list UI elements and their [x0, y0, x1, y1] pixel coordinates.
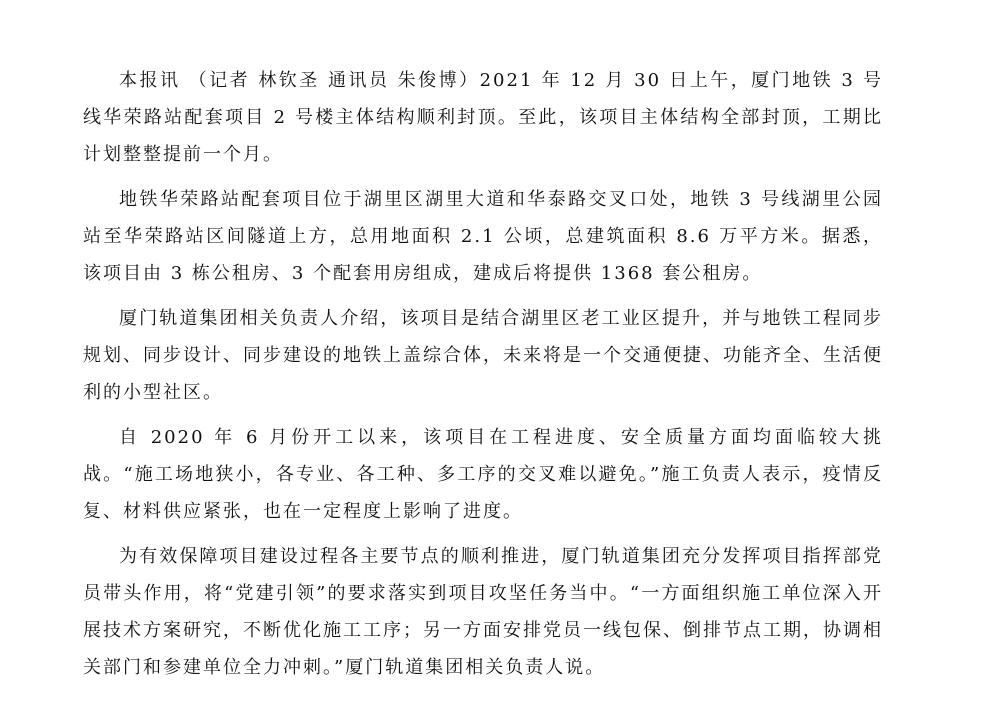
article-paragraph-5: 为有效保障项目建设过程各主要节点的顺利推进，厦门轨道集团充分发挥项目指挥部党员带头作用，将“党建引领”的要求落实到项目攻坚任务当中。“一方面组织施工单位深入开展技术方案研究，不断优化施工工序；另一方面安排党员一线包保、倒排节点工期，协调相关部门和参建单位全力冲刺。”厦门轨道集团相关负责人说。: [83, 546, 883, 678]
news-article: [83, 62, 883, 694]
article-paragraph-1: 本报讯 （记者 林钦圣 通讯员 朱俊博）2021 年 12 月 30 日上午，厦门地铁 3 号线华荣路站配套项目 2 号楼主体结构顺利封顶。至此，该项目主体结构全部封顶，工期比计划整整提前一个月。: [83, 70, 883, 165]
article-paragraph-2: 地铁华荣路站配套项目位于湖里区湖里大道和华泰路交叉口处，地铁 3 号线湖里公园站至华荣路站区间隧道上方，总用地面积 2.1 公顷，总建筑面积 8.6 万平方米。据悉，该项目由 3 栋公租房、3 个配套用房组成，建成后将提供 1368 套公租房。: [83, 189, 883, 284]
article-paragraph-3: 厦门轨道集团相关负责人介绍，该项目是结合湖里区老工业区提升，并与地铁工程同步规划、同步设计、同步建设的地铁上盖综合体，未来将是一个交通便捷、功能齐全、生活便利的小型社区。: [83, 308, 883, 403]
article-paragraph-4: 自 2020 年 6 月份开工以来，该项目在工程进度、安全质量方面均面临较大挑战。“施工场地狭小，各专业、各工种、多工序的交叉难以避免。”施工负责人表示，疫情反复、材料供应紧张，也在一定程度上影响了进度。: [83, 427, 883, 522]
